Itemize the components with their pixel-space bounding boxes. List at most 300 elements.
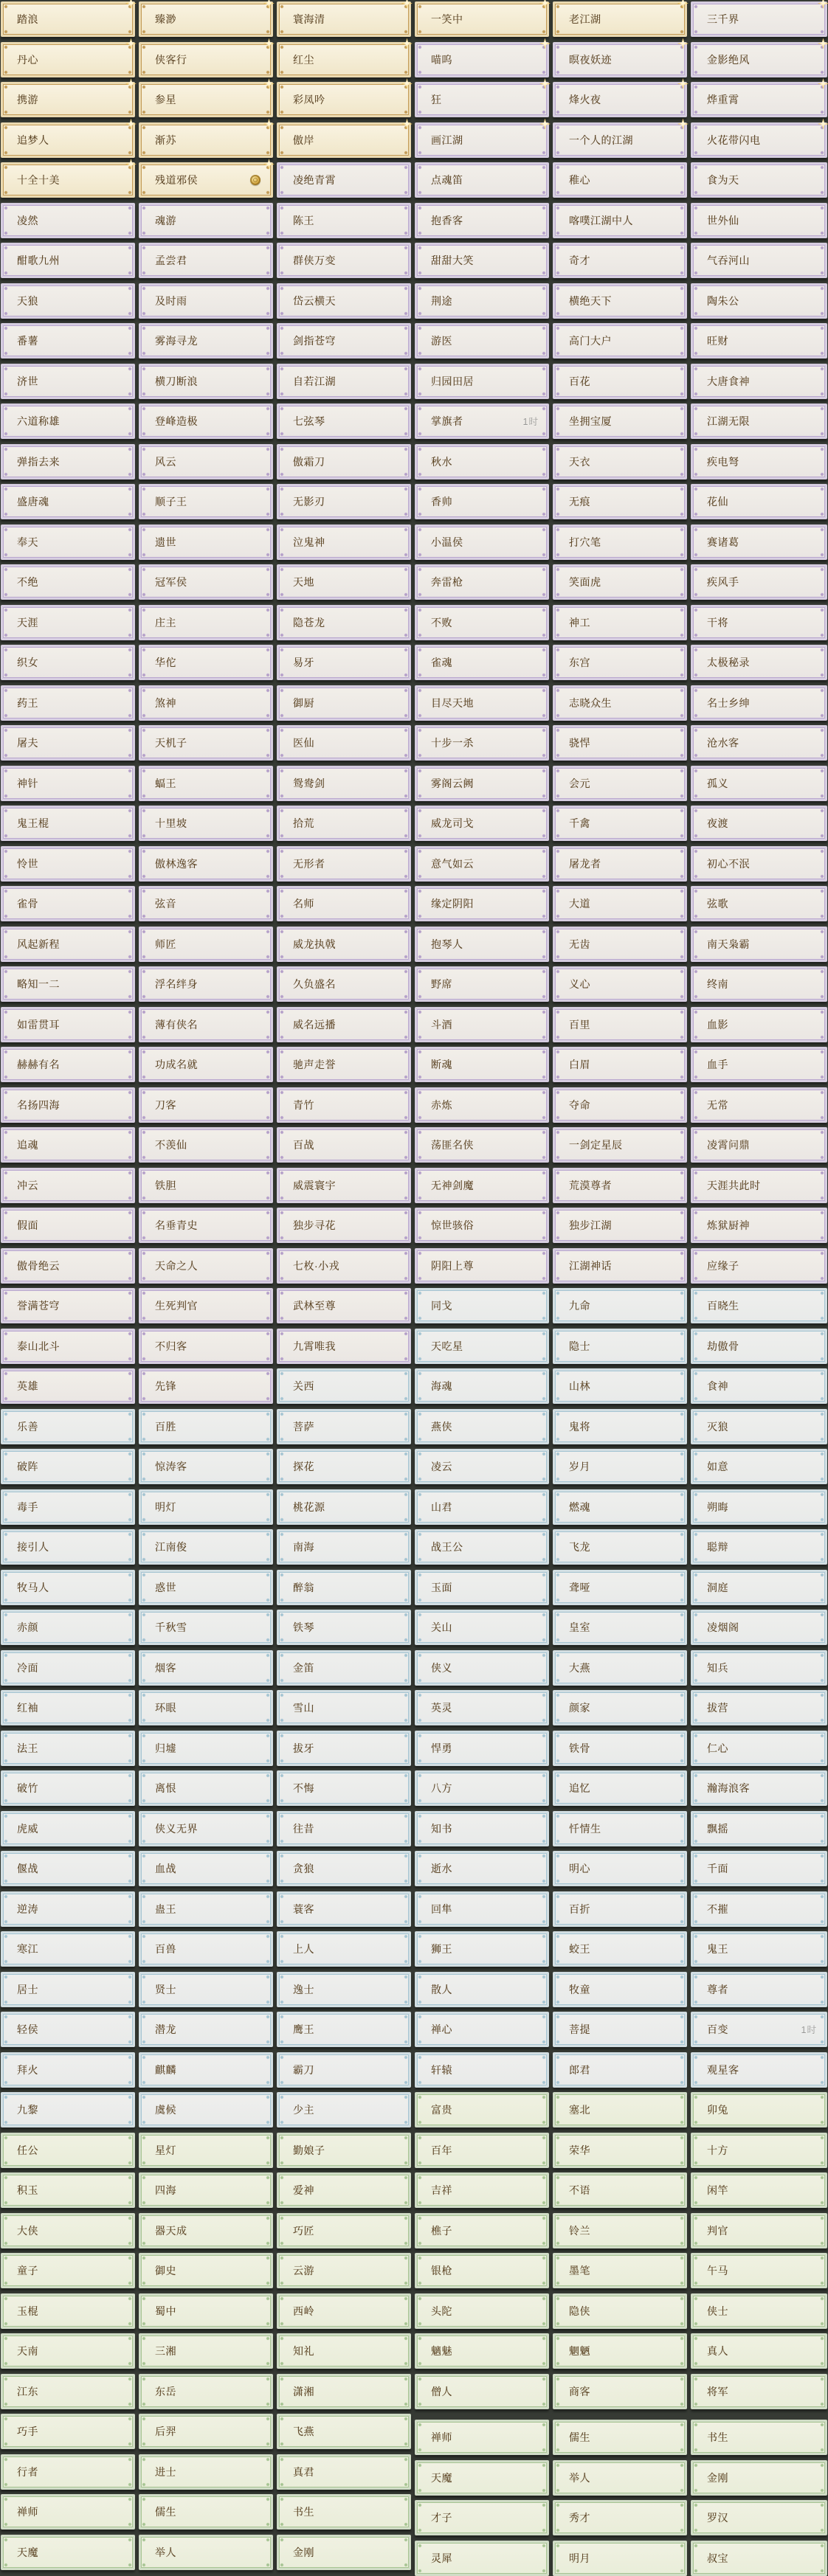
- title-cell[interactable]: [553, 1409, 687, 1444]
- title-cell[interactable]: [1, 1, 135, 37]
- title-cell[interactable]: [415, 2293, 549, 2329]
- title-cell[interactable]: [415, 564, 549, 600]
- title-cell[interactable]: [415, 444, 549, 479]
- title-cell[interactable]: [1, 1570, 135, 1605]
- title-cell[interactable]: [691, 2420, 827, 2455]
- title-cell[interactable]: [691, 1650, 827, 1686]
- title-cell[interactable]: [1, 1329, 135, 1364]
- title-cell[interactable]: [691, 2092, 827, 2127]
- title-cell[interactable]: [277, 1891, 411, 1927]
- title-cell[interactable]: [553, 364, 687, 399]
- title-cell[interactable]: [277, 2253, 411, 2288]
- title-cell[interactable]: [415, 2012, 549, 2047]
- title-cell[interactable]: [553, 404, 687, 439]
- title-cell[interactable]: [553, 1449, 687, 1484]
- title-cell[interactable]: [691, 806, 827, 841]
- title-cell[interactable]: [277, 2172, 411, 2208]
- title-cell[interactable]: [1, 846, 135, 882]
- title-cell[interactable]: [415, 1891, 549, 1927]
- title-cell[interactable]: [691, 725, 827, 761]
- title-cell[interactable]: [553, 1168, 687, 1203]
- title-cell[interactable]: [1, 886, 135, 921]
- title-cell[interactable]: [277, 927, 411, 962]
- title-cell[interactable]: [139, 2092, 273, 2127]
- title-cell[interactable]: [691, 1288, 827, 1323]
- title-cell[interactable]: [277, 1449, 411, 1484]
- title-cell[interactable]: [691, 2052, 827, 2088]
- title-cell[interactable]: [139, 1, 273, 37]
- title-cell[interactable]: [139, 524, 273, 560]
- title-cell[interactable]: [139, 2333, 273, 2369]
- title-cell[interactable]: [691, 2460, 827, 2496]
- title-cell[interactable]: [553, 484, 687, 519]
- title-cell[interactable]: [553, 645, 687, 680]
- title-cell[interactable]: [415, 2374, 549, 2409]
- title-cell[interactable]: [1, 203, 135, 238]
- title-cell[interactable]: [415, 1811, 549, 1846]
- title-cell[interactable]: [1, 645, 135, 680]
- title-cell[interactable]: [415, 1570, 549, 1605]
- title-cell[interactable]: [553, 42, 687, 77]
- title-cell[interactable]: [415, 685, 549, 721]
- title-cell[interactable]: [277, 2414, 411, 2449]
- title-cell[interactable]: [553, 1650, 687, 1686]
- title-cell[interactable]: [277, 1650, 411, 1686]
- title-cell[interactable]: [139, 806, 273, 841]
- title-cell[interactable]: [691, 886, 827, 921]
- title-cell[interactable]: [1, 2012, 135, 2047]
- title-cell[interactable]: [553, 1529, 687, 1565]
- title-cell[interactable]: [1, 1127, 135, 1163]
- title-cell[interactable]: [277, 564, 411, 600]
- title-cell[interactable]: [415, 203, 549, 238]
- title-cell[interactable]: [139, 1650, 273, 1686]
- title-cell[interactable]: [415, 524, 549, 560]
- title-cell[interactable]: [415, 1, 549, 37]
- title-cell[interactable]: [553, 766, 687, 801]
- title-cell[interactable]: [553, 2172, 687, 2208]
- title-cell[interactable]: [1, 725, 135, 761]
- title-cell[interactable]: [553, 283, 687, 319]
- title-cell[interactable]: [139, 1489, 273, 1525]
- title-cell[interactable]: [415, 162, 549, 198]
- title-cell[interactable]: [415, 1650, 549, 1686]
- title-cell[interactable]: [277, 645, 411, 680]
- title-cell[interactable]: [277, 1489, 411, 1525]
- title-cell[interactable]: [553, 1288, 687, 1323]
- title-cell[interactable]: [691, 1529, 827, 1565]
- title-cell[interactable]: [691, 1770, 827, 1806]
- title-cell[interactable]: [553, 846, 687, 882]
- title-cell[interactable]: [415, 364, 549, 399]
- title-cell[interactable]: [415, 766, 549, 801]
- title-cell[interactable]: [277, 1248, 411, 1284]
- title-cell[interactable]: [277, 82, 411, 117]
- title-cell[interactable]: [1, 364, 135, 399]
- title-cell[interactable]: [277, 484, 411, 519]
- title-cell[interactable]: [139, 1449, 273, 1484]
- title-cell[interactable]: [1, 2133, 135, 2168]
- title-cell[interactable]: [691, 1891, 827, 1927]
- title-cell[interactable]: [277, 1770, 411, 1806]
- title-cell[interactable]: [415, 1489, 549, 1525]
- title-cell[interactable]: [1, 1650, 135, 1686]
- title-cell[interactable]: [415, 1168, 549, 1203]
- title-cell[interactable]: [691, 1690, 827, 1725]
- title-cell[interactable]: [277, 766, 411, 801]
- title-cell[interactable]: [691, 444, 827, 479]
- title-cell[interactable]: [415, 846, 549, 882]
- title-cell[interactable]: [415, 2420, 549, 2455]
- title-cell[interactable]: [1, 2052, 135, 2088]
- title-cell[interactable]: [553, 1851, 687, 1886]
- title-cell[interactable]: [553, 1368, 687, 1404]
- title-cell[interactable]: [553, 1690, 687, 1725]
- title-cell[interactable]: [139, 2293, 273, 2329]
- title-cell[interactable]: [553, 1811, 687, 1846]
- title-cell[interactable]: [691, 2172, 827, 2208]
- title-cell[interactable]: [1, 1047, 135, 1082]
- title-cell[interactable]: [553, 605, 687, 640]
- title-cell[interactable]: [691, 1368, 827, 1404]
- title-cell[interactable]: [139, 1208, 273, 1243]
- title-cell[interactable]: [1, 1168, 135, 1203]
- title-cell[interactable]: [415, 806, 549, 841]
- title-cell[interactable]: [415, 2253, 549, 2288]
- title-cell[interactable]: [1, 1489, 135, 1525]
- title-cell[interactable]: [277, 1570, 411, 1605]
- title-cell[interactable]: [691, 524, 827, 560]
- title-cell[interactable]: [415, 886, 549, 921]
- title-cell[interactable]: [691, 2253, 827, 2288]
- title-cell[interactable]: [277, 1851, 411, 1886]
- title-cell[interactable]: [1, 1811, 135, 1846]
- title-cell[interactable]: [415, 1208, 549, 1243]
- title-cell[interactable]: [415, 2052, 549, 2088]
- title-cell[interactable]: [553, 524, 687, 560]
- title-cell[interactable]: [415, 1770, 549, 1806]
- title-cell[interactable]: [415, 2541, 549, 2576]
- title-cell[interactable]: [1, 1731, 135, 1766]
- title-cell[interactable]: [277, 2293, 411, 2329]
- title-cell[interactable]: [553, 1007, 687, 1042]
- title-cell[interactable]: [139, 766, 273, 801]
- title-cell[interactable]: [1, 1288, 135, 1323]
- title-cell[interactable]: [415, 323, 549, 359]
- title-cell[interactable]: [139, 1851, 273, 1886]
- title-cell[interactable]: [1, 1248, 135, 1284]
- title-cell[interactable]: [691, 2500, 827, 2535]
- title-cell[interactable]: [691, 1851, 827, 1886]
- title-cell[interactable]: [691, 1208, 827, 1243]
- title-cell[interactable]: [1, 1851, 135, 1886]
- title-cell[interactable]: [277, 1208, 411, 1243]
- title-cell[interactable]: [277, 1811, 411, 1846]
- title-cell[interactable]: [139, 1248, 273, 1284]
- title-cell[interactable]: [277, 2133, 411, 2168]
- title-cell[interactable]: [1, 524, 135, 560]
- title-cell[interactable]: [139, 1891, 273, 1927]
- title-cell[interactable]: [1, 122, 135, 158]
- title-cell[interactable]: [553, 685, 687, 721]
- title-cell[interactable]: [277, 966, 411, 1002]
- title-cell[interactable]: [1, 1449, 135, 1484]
- title-cell[interactable]: [139, 2494, 273, 2530]
- title-cell[interactable]: [277, 162, 411, 198]
- title-cell[interactable]: [277, 806, 411, 841]
- title-cell[interactable]: [139, 886, 273, 921]
- title-cell[interactable]: [277, 122, 411, 158]
- title-cell[interactable]: [139, 2012, 273, 2047]
- title-cell[interactable]: [1, 2333, 135, 2369]
- title-cell[interactable]: [691, 2293, 827, 2329]
- title-cell[interactable]: [553, 1, 687, 37]
- title-cell[interactable]: [415, 1851, 549, 1886]
- title-cell[interactable]: [691, 1489, 827, 1525]
- title-cell[interactable]: [553, 122, 687, 158]
- title-cell[interactable]: [1, 1770, 135, 1806]
- title-cell[interactable]: [277, 2052, 411, 2088]
- title-cell[interactable]: [553, 2293, 687, 2329]
- title-cell[interactable]: [553, 1489, 687, 1525]
- title-cell[interactable]: [553, 2253, 687, 2288]
- title-cell[interactable]: [691, 1087, 827, 1123]
- title-cell[interactable]: [139, 1972, 273, 2007]
- title-cell[interactable]: [553, 1891, 687, 1927]
- title-cell[interactable]: [1, 162, 135, 198]
- title-cell[interactable]: [1, 404, 135, 439]
- title-cell[interactable]: [691, 1610, 827, 1645]
- title-cell[interactable]: [1, 1087, 135, 1123]
- title-cell[interactable]: [691, 2333, 827, 2369]
- title-cell[interactable]: [691, 1811, 827, 1846]
- title-cell[interactable]: [553, 886, 687, 921]
- title-cell[interactable]: [415, 1529, 549, 1565]
- title-cell[interactable]: [139, 1168, 273, 1203]
- title-cell[interactable]: [415, 1610, 549, 1645]
- title-cell[interactable]: [139, 685, 273, 721]
- title-cell[interactable]: [415, 2460, 549, 2496]
- title-cell[interactable]: [277, 1409, 411, 1444]
- title-cell[interactable]: [139, 1288, 273, 1323]
- title-cell[interactable]: [139, 2253, 273, 2288]
- title-cell[interactable]: [553, 1127, 687, 1163]
- title-cell[interactable]: [1, 1368, 135, 1404]
- title-cell[interactable]: [139, 2454, 273, 2490]
- title-cell[interactable]: [277, 1288, 411, 1323]
- title-cell[interactable]: [1, 2414, 135, 2449]
- title-cell[interactable]: [553, 1731, 687, 1766]
- title-cell[interactable]: [415, 725, 549, 761]
- title-cell[interactable]: [139, 1047, 273, 1082]
- title-cell[interactable]: [277, 283, 411, 319]
- title-cell[interactable]: [691, 1731, 827, 1766]
- title-cell[interactable]: [553, 243, 687, 278]
- title-cell[interactable]: [553, 2213, 687, 2248]
- title-cell[interactable]: [1, 1007, 135, 1042]
- title-cell[interactable]: [553, 1248, 687, 1284]
- title-cell[interactable]: [277, 2374, 411, 2409]
- title-cell[interactable]: [1, 1409, 135, 1444]
- title-cell[interactable]: [553, 2333, 687, 2369]
- title-cell[interactable]: [1, 766, 135, 801]
- title-cell[interactable]: [553, 806, 687, 841]
- title-cell[interactable]: [415, 1690, 549, 1725]
- title-cell[interactable]: [415, 1972, 549, 2007]
- title-cell[interactable]: [415, 966, 549, 1002]
- title-cell[interactable]: [139, 364, 273, 399]
- title-cell[interactable]: [415, 2500, 549, 2535]
- title-cell[interactable]: [277, 2092, 411, 2127]
- title-cell[interactable]: [1, 484, 135, 519]
- title-cell[interactable]: [415, 1087, 549, 1123]
- title-cell[interactable]: [553, 2460, 687, 2496]
- title-cell[interactable]: [553, 203, 687, 238]
- title-cell[interactable]: [415, 82, 549, 117]
- title-cell[interactable]: [415, 42, 549, 77]
- title-cell[interactable]: [553, 1770, 687, 1806]
- title-cell[interactable]: [691, 1329, 827, 1364]
- title-cell[interactable]: [1, 1208, 135, 1243]
- title-cell[interactable]: [139, 725, 273, 761]
- title-cell[interactable]: [553, 1329, 687, 1364]
- title-cell[interactable]: [139, 1087, 273, 1123]
- title-cell[interactable]: [691, 203, 827, 238]
- title-cell[interactable]: [1, 2293, 135, 2329]
- title-cell[interactable]: [139, 1770, 273, 1806]
- title-cell[interactable]: [1, 323, 135, 359]
- title-cell[interactable]: [139, 283, 273, 319]
- title-cell[interactable]: [691, 1127, 827, 1163]
- title-cell[interactable]: [553, 564, 687, 600]
- title-cell[interactable]: [1, 1972, 135, 2007]
- title-cell[interactable]: [691, 82, 827, 117]
- title-cell[interactable]: [553, 2420, 687, 2455]
- title-cell[interactable]: [277, 1329, 411, 1364]
- title-cell[interactable]: [277, 323, 411, 359]
- title-cell[interactable]: [691, 1449, 827, 1484]
- title-cell[interactable]: [1, 1931, 135, 1967]
- title-cell[interactable]: [691, 1409, 827, 1444]
- title-cell[interactable]: [139, 645, 273, 680]
- title-cell[interactable]: [553, 1931, 687, 1967]
- title-cell[interactable]: [139, 1127, 273, 1163]
- title-cell[interactable]: [139, 2414, 273, 2449]
- title-cell[interactable]: [139, 927, 273, 962]
- title-cell[interactable]: [277, 1, 411, 37]
- title-cell[interactable]: [139, 203, 273, 238]
- title-cell[interactable]: [139, 1409, 273, 1444]
- title-cell[interactable]: [415, 605, 549, 640]
- title-cell[interactable]: [139, 484, 273, 519]
- title-cell[interactable]: [1, 1891, 135, 1927]
- title-cell[interactable]: [691, 2213, 827, 2248]
- title-cell[interactable]: [277, 404, 411, 439]
- title-cell[interactable]: [691, 162, 827, 198]
- title-cell[interactable]: [277, 1368, 411, 1404]
- title-cell[interactable]: [691, 685, 827, 721]
- title-cell[interactable]: [691, 1168, 827, 1203]
- title-cell[interactable]: [415, 2333, 549, 2369]
- title-cell[interactable]: [277, 2012, 411, 2047]
- title-cell[interactable]: [1, 2213, 135, 2248]
- title-cell[interactable]: [691, 484, 827, 519]
- title-cell[interactable]: [139, 1329, 273, 1364]
- title-cell[interactable]: [139, 323, 273, 359]
- title-cell[interactable]: [277, 524, 411, 560]
- title-cell[interactable]: [277, 1007, 411, 1042]
- title-cell[interactable]: [691, 364, 827, 399]
- title-cell[interactable]: [553, 2012, 687, 2047]
- title-cell[interactable]: [415, 1007, 549, 1042]
- title-cell[interactable]: [553, 323, 687, 359]
- title-cell[interactable]: [139, 82, 273, 117]
- title-cell[interactable]: [415, 283, 549, 319]
- title-cell[interactable]: [415, 243, 549, 278]
- title-cell[interactable]: [277, 203, 411, 238]
- title-cell[interactable]: [553, 725, 687, 761]
- title-cell[interactable]: [415, 122, 549, 158]
- title-cell[interactable]: [139, 2213, 273, 2248]
- title-cell[interactable]: [553, 966, 687, 1002]
- title-cell[interactable]: [277, 1690, 411, 1725]
- title-cell[interactable]: [1, 283, 135, 319]
- title-cell[interactable]: [691, 2012, 827, 2047]
- title-cell[interactable]: [277, 1087, 411, 1123]
- title-cell[interactable]: [553, 1087, 687, 1123]
- title-cell[interactable]: [691, 564, 827, 600]
- title-cell[interactable]: [277, 1168, 411, 1203]
- title-cell[interactable]: [415, 1248, 549, 1284]
- title-cell[interactable]: [691, 846, 827, 882]
- title-cell[interactable]: [553, 2133, 687, 2168]
- title-cell[interactable]: [1, 2374, 135, 2409]
- title-cell[interactable]: [1, 82, 135, 117]
- title-cell[interactable]: [691, 1972, 827, 2007]
- title-cell[interactable]: [553, 1570, 687, 1605]
- title-cell[interactable]: [139, 122, 273, 158]
- title-cell[interactable]: [1, 2253, 135, 2288]
- title-cell[interactable]: [691, 966, 827, 1002]
- title-cell[interactable]: [139, 846, 273, 882]
- title-cell[interactable]: [553, 2052, 687, 2088]
- title-cell[interactable]: [691, 1, 827, 37]
- title-cell[interactable]: [415, 645, 549, 680]
- title-cell[interactable]: [139, 243, 273, 278]
- title-cell[interactable]: [1, 1610, 135, 1645]
- title-cell[interactable]: [691, 1570, 827, 1605]
- title-cell[interactable]: [277, 42, 411, 77]
- title-cell[interactable]: [277, 444, 411, 479]
- title-cell[interactable]: [691, 323, 827, 359]
- title-cell[interactable]: [277, 364, 411, 399]
- title-cell[interactable]: [415, 1288, 549, 1323]
- title-cell[interactable]: [1, 1529, 135, 1565]
- title-cell[interactable]: [277, 725, 411, 761]
- title-cell[interactable]: [277, 685, 411, 721]
- title-cell[interactable]: [139, 1610, 273, 1645]
- title-cell[interactable]: [1, 927, 135, 962]
- title-cell[interactable]: [139, 2374, 273, 2409]
- title-cell[interactable]: [415, 1047, 549, 1082]
- title-cell[interactable]: [691, 2541, 827, 2576]
- title-cell[interactable]: [553, 2541, 687, 2576]
- title-cell[interactable]: [691, 404, 827, 439]
- title-cell[interactable]: [1, 685, 135, 721]
- title-cell[interactable]: [415, 2172, 549, 2208]
- title-cell[interactable]: [277, 2333, 411, 2369]
- title-cell[interactable]: [139, 1529, 273, 1565]
